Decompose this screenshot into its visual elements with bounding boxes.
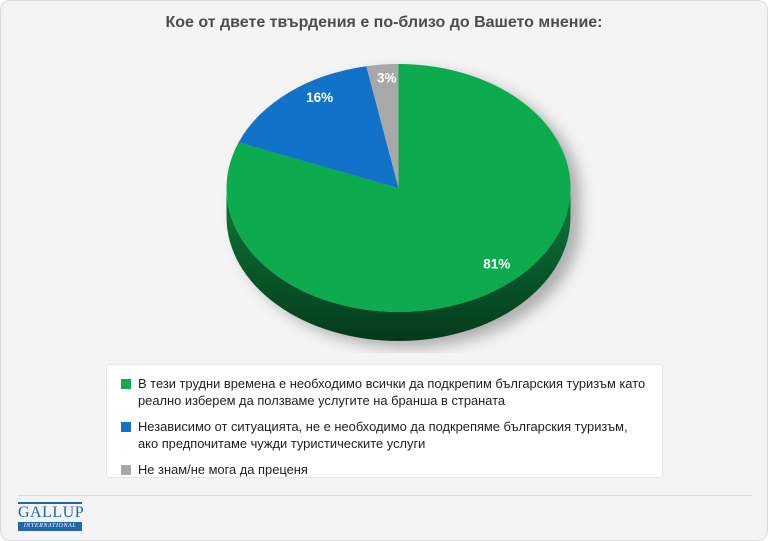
legend-label-dont-know: Не знам/не мога да преценя (138, 462, 308, 478)
pie-data-label-2: 3% (376, 70, 397, 86)
legend-item-no-support (121, 419, 648, 452)
legend-swatch-gray (121, 465, 131, 475)
pie-data-label-1: 16% (306, 90, 334, 106)
legend-swatch-green (121, 379, 131, 389)
gallup-logo (18, 502, 85, 531)
legend-item-dont-know (121, 462, 648, 479)
logo-brand-name: GALLUP (18, 504, 85, 521)
logo-brand-subtitle: INTERNATIONAL (18, 522, 82, 531)
legend-label-support: В тези трудни времена е необходимо всички да подкрепим българския туризъм като реално изберем да ползваме услугите на бранша в страната (138, 376, 646, 408)
legend-box (106, 364, 663, 478)
pie-data-label-0: 81% (483, 256, 511, 272)
chart-title: Кое от двете твърдения е по-близо до Вашето мнение: (165, 14, 603, 31)
pie-chart (1, 1, 768, 353)
legend-item-support (121, 376, 648, 409)
legend-label-no-support: Независимо от ситуацията, не е необходимо да подкрепяме българския туризъм, ако предпочитаме чужди туристическите услуги (138, 419, 628, 451)
pie-body (227, 64, 571, 341)
footer-divider (18, 495, 752, 496)
legend-swatch-blue (121, 422, 131, 432)
